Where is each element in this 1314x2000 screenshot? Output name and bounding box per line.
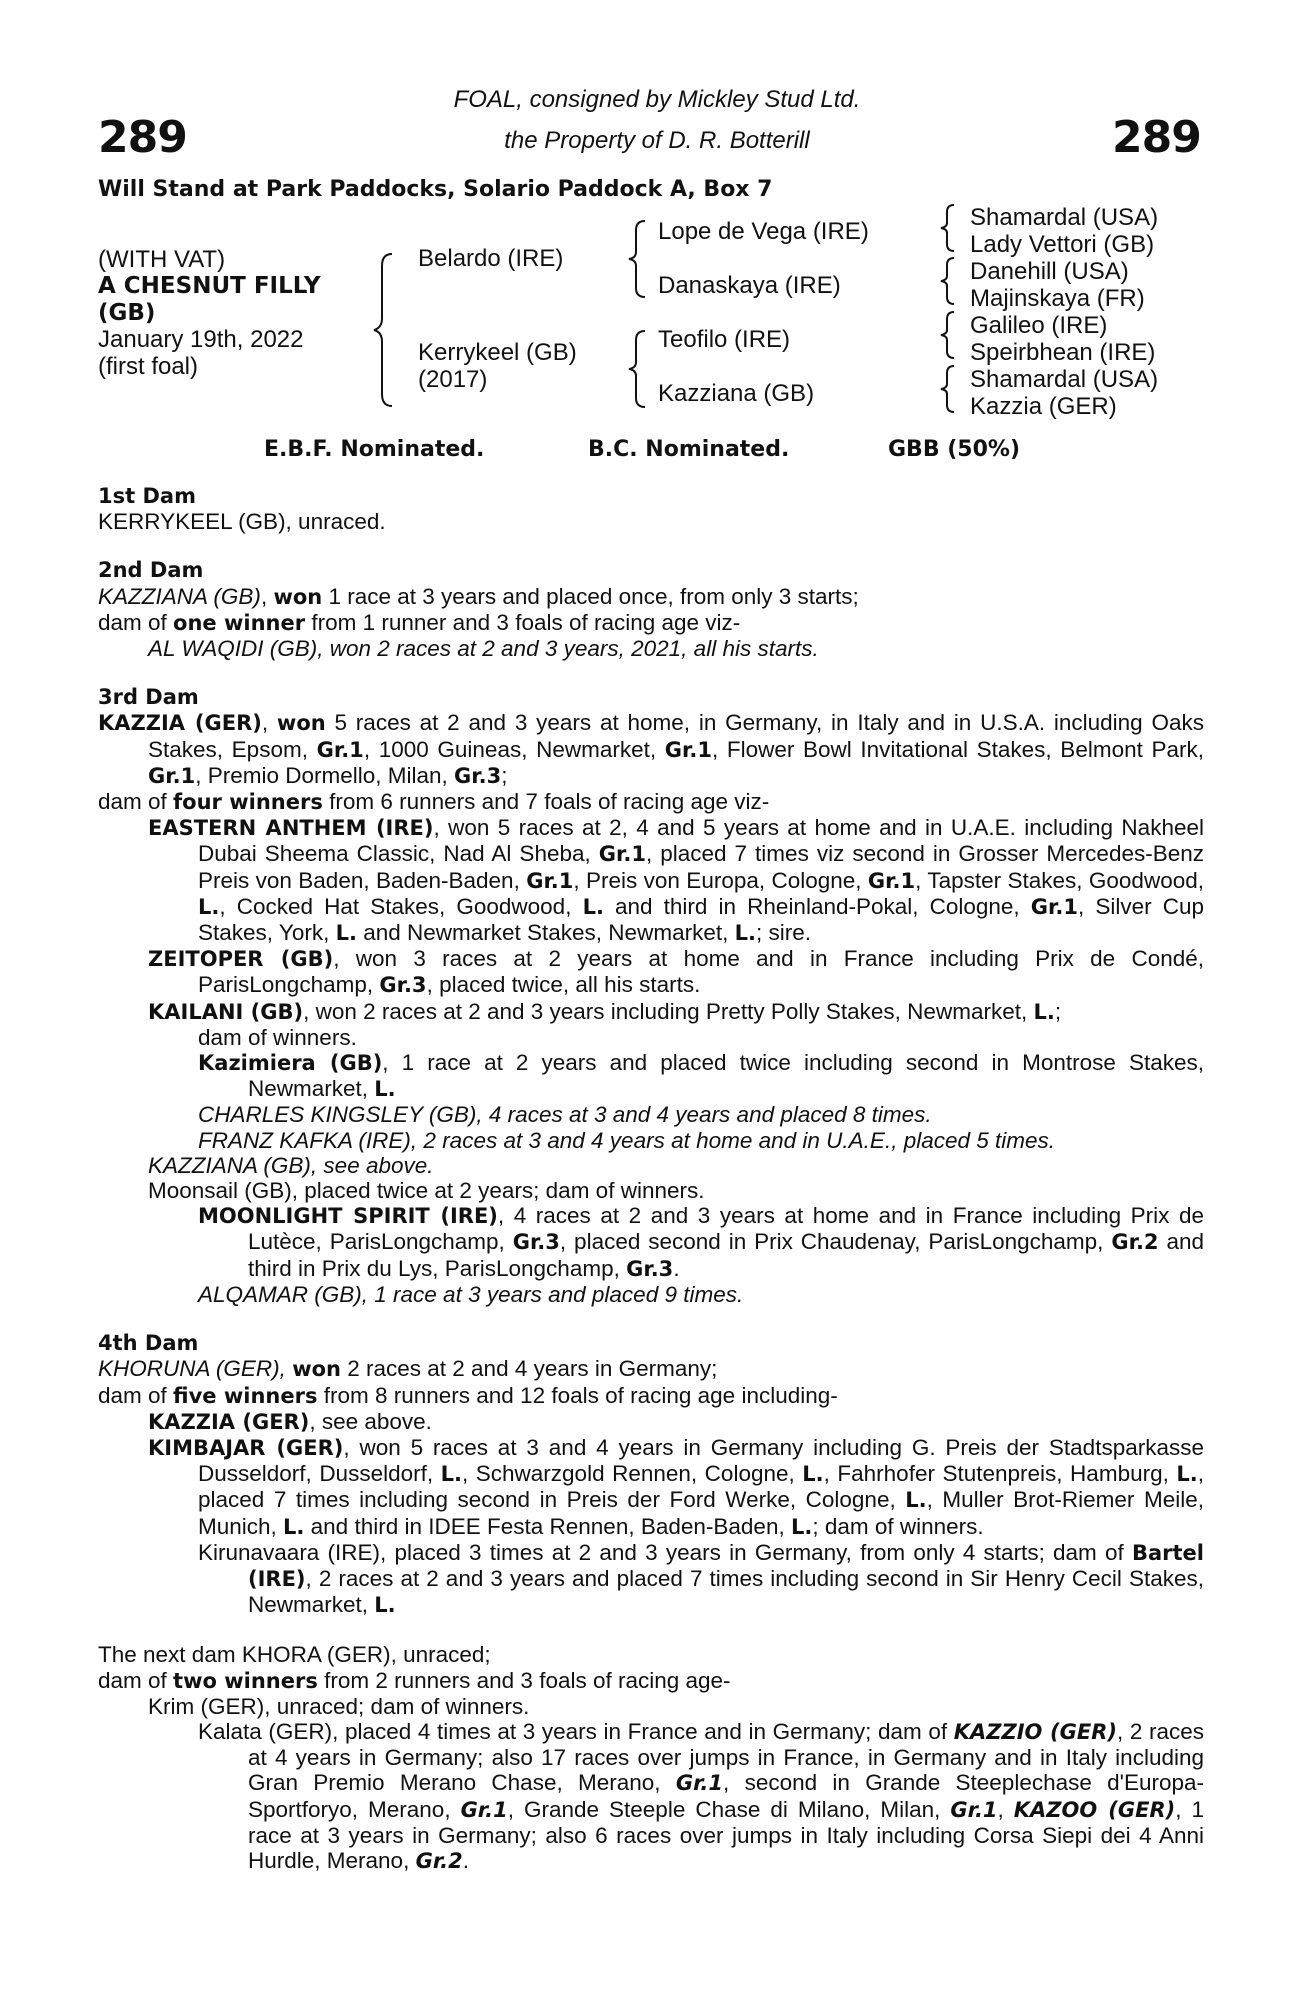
stand-location: Will Stand at Park Paddocks, Solario Paddock A, Box 7 bbox=[98, 177, 773, 202]
dam-sire-name: Teofilo (IRE) bbox=[658, 326, 791, 353]
first-dam-line: KERRYKEEL (GB), unraced. bbox=[98, 509, 386, 535]
foal-note: (first foal) bbox=[98, 353, 199, 380]
second-dam-produce: dam of one winner from 1 runner and 3 foals of racing age viz- bbox=[98, 609, 741, 635]
dam-name: Kerrykeel (GB) bbox=[418, 339, 577, 366]
lot-description: A CHESNUT FILLY bbox=[98, 273, 321, 299]
sire-name: Belardo (IRE) bbox=[418, 245, 564, 272]
moonlight-spirit-entry: MOONLIGHT SPIRIT (IRE), 4 races at 2 and 3 years at home and in France including Prix de Lutèce, ParisLongchamp, Gr.3, placed second in Prix Chaudenay, ParisLongchamp, Gr.2 and third in Prix du Lys, ParisLongchamp, Gr.3. bbox=[198, 1203, 1204, 1281]
property-line: the Property of D. R. Botterill bbox=[504, 127, 810, 154]
moonsail-entry: Moonsail (GB), placed twice at 2 years; dam of winners. bbox=[148, 1178, 705, 1204]
second-dam-foal: AL WAQIDI (GB), won 2 races at 2 and 3 years, 2021, all his starts. bbox=[148, 636, 819, 662]
kailani-dam-of: dam of winners. bbox=[198, 1024, 357, 1050]
gsire-1: Shamardal (USA) bbox=[970, 204, 1159, 231]
gsire-2: Lady Vettori (GB) bbox=[970, 231, 1155, 258]
third-dam-heading: 3rd Dam bbox=[98, 685, 199, 710]
kazziana-entry: KAZZIANA (GB), see above. bbox=[148, 1152, 434, 1178]
gsire-8: Kazzia (GER) bbox=[970, 393, 1117, 420]
fourth-dam-produce: dam of five winners from 8 runners and 12 foals of racing age including- bbox=[98, 1382, 838, 1408]
consignor-line: FOAL, consigned by Mickley Stud Ltd. bbox=[453, 86, 861, 113]
pedigree-brace-g3 bbox=[938, 310, 960, 360]
lot-number-right: 289 bbox=[1112, 112, 1201, 163]
charles-kingsley-entry: CHARLES KINGSLEY (GB), 4 races at 3 and 4 years and placed 8 times. bbox=[198, 1102, 932, 1128]
eastern-anthem-entry: EASTERN ANTHEM (IRE), won 5 races at 2, 4 and 5 years at home and in U.A.E. including Nakheel Dubai Sheema Classic, Nad Al Sheba, Gr.1, placed 7 times viz second in Grosser Mercedes-Benz Preis von Baden, Baden-Baden, Gr.1, Preis von Europa, Cologne, Gr.1, Tapster Stakes, Goodwood, L., Cocked Hat Stakes, Goodwood, L. and third in Rheinland-Pokal, Cologne, Gr.1, Silver Cup Stakes, York, L. and Newmarket Stakes, Newmarket, L.; sire. bbox=[148, 815, 1204, 946]
franz-kafka-entry: FRANZ KAFKA (IRE), 2 races at 3 and 4 years at home and in U.A.E., placed 5 times. bbox=[198, 1127, 1056, 1153]
gbb-label: GBB (50%) bbox=[888, 437, 1021, 462]
first-dam-heading: 1st Dam bbox=[98, 484, 196, 508]
next-dam-line: The next dam KHORA (GER), unraced; bbox=[98, 1642, 491, 1668]
next-dam-produce: dam of two winners from 2 runners and 3 foals of racing age- bbox=[98, 1667, 731, 1693]
kalata-entry: Kalata (GER), placed 4 times at 3 years in France and in Germany; dam of KAZZIO (GER), 2 races at 4 years in Germany; also 17 races over jumps in France, in Germany and in Italy including Gran Premio Merano Chase, Merano, Gr.1, second in Grande Steeplechase d'Europa-Sportforyo, Merano, Gr.1, Grande Steeple Chase di Milano, Milan, Gr.1, KAZOO (GER), 1 race at 3 years in Germany; also 6 races over jumps in Italy including Corsa Siepi dei 4 Anni Hurdle, Merano, Gr.2. bbox=[198, 1718, 1205, 1873]
pedigree-brace-dam bbox=[625, 328, 655, 410]
foaling-date: January 19th, 2022 bbox=[98, 326, 304, 353]
kimbajar-entry: KIMBAJAR (GER), won 5 races at 3 and 4 years in Germany including G. Preis der Stadtsparkasse Dusseldorf, Dusseldorf, L., Schwarzgold Rennen, Cologne, L., Fahrhofer Stutenpreis, Hamburg, L., placed 7 times including second in Preis der Ford Werke, Cologne, L., Muller Brot-Riemer Meile, Munich, L. and third in IDEE Festa Rennen, Baden-Baden, L.; dam of winners. bbox=[148, 1434, 1204, 1539]
kailani-entry: KAILANI (GB), won 2 races at 2 and 3 years including Pretty Polly Stakes, Newmarket, L.; bbox=[148, 998, 1062, 1024]
gsire-5: Galileo (IRE) bbox=[970, 312, 1108, 339]
dam-year: (2017) bbox=[418, 366, 488, 393]
bc-nomination: B.C. Nominated. bbox=[588, 437, 790, 462]
ebf-nomination: E.B.F. Nominated. bbox=[264, 437, 485, 462]
third-dam-produce: dam of four winners from 6 runners and 7 foals of racing age viz- bbox=[98, 789, 770, 815]
krim-entry: Krim (GER), unraced; dam of winners. bbox=[148, 1693, 530, 1719]
sire-sire-name: Lope de Vega (IRE) bbox=[658, 218, 869, 245]
zeitoper-entry: ZEITOPER (GB), won 3 races at 2 years at home and in France including Prix de Condé, ParisLongchamp, Gr.3, placed twice, all his starts. bbox=[148, 946, 1204, 998]
pedigree-brace-g1 bbox=[938, 203, 960, 253]
pedigree-brace-g4 bbox=[938, 364, 960, 414]
section-gap bbox=[98, 1618, 1204, 1642]
second-dam-heading: 2nd Dam bbox=[98, 558, 204, 583]
sire-dam-name: Danaskaya (IRE) bbox=[658, 272, 841, 299]
kazzia-see-above: KAZZIA (GER), see above. bbox=[148, 1408, 432, 1434]
pedigree-brace-main bbox=[370, 250, 400, 410]
lot-number-left: 289 bbox=[98, 112, 187, 163]
pedigree-notes bbox=[98, 484, 1204, 1874]
fourth-dam-heading: 4th Dam bbox=[98, 1331, 199, 1356]
vat-label: (WITH VAT) bbox=[98, 246, 226, 273]
kirunavaara-entry: Kirunavaara (IRE), placed 3 times at 2 and 3 years in Germany, from only 4 starts; dam of Bartel (IRE), 2 races at 2 and 3 years and placed 7 times including second in Sir Henry Cecil Stakes, Newmarket, L. bbox=[198, 1539, 1204, 1618]
dam-dam-name: Kazziana (GB) bbox=[658, 380, 815, 407]
fourth-dam-record: KHORUNA (GER), won 2 races at 2 and 4 years in Germany; bbox=[98, 1356, 718, 1382]
lot-country: (GB) bbox=[98, 300, 156, 326]
second-dam-record: KAZZIANA (GB), won 1 race at 3 years and placed once, from only 3 starts; bbox=[98, 583, 859, 609]
gsire-4: Majinskaya (FR) bbox=[970, 285, 1145, 312]
gsire-3: Danehill (USA) bbox=[970, 258, 1129, 285]
alqamar-entry: ALQAMAR (GB), 1 race at 3 years and placed 9 times. bbox=[198, 1281, 744, 1307]
gsire-6: Speirbhean (IRE) bbox=[970, 339, 1156, 366]
gsire-7: Shamardal (USA) bbox=[970, 366, 1159, 393]
pedigree-brace-sire bbox=[625, 218, 655, 300]
pedigree-brace-g2 bbox=[938, 256, 960, 306]
third-dam-record: KAZZIA (GER), won 5 races at 2 and 3 years at home, in Germany, in Italy and in U.S.A. including Oaks Stakes, Epsom, Gr.1, 1000 Guineas, Newmarket, Gr.1, Flower Bowl Invitational Stakes, Belmont Park, Gr.1, Premio Dormello, Milan, Gr.3; bbox=[98, 710, 1205, 788]
kazimiera-entry: Kazimiera (GB), 1 race at 2 years and placed twice including second in Montrose Stakes, Newmarket, L. bbox=[198, 1050, 1204, 1102]
